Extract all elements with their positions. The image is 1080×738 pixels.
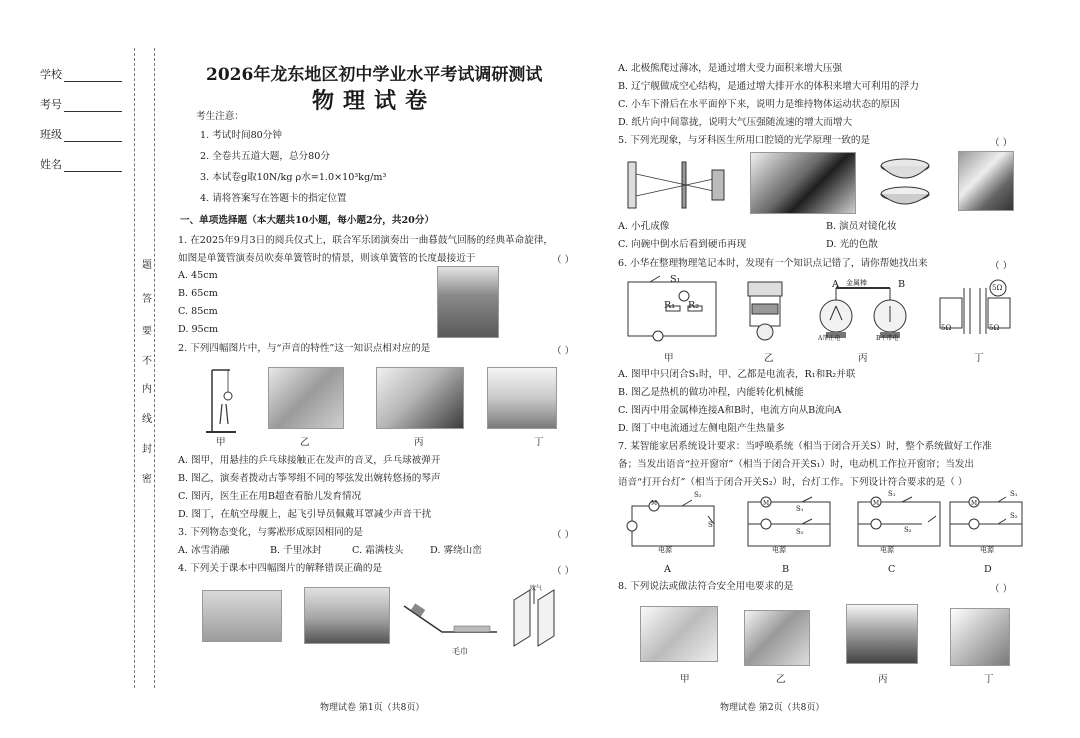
- q6-option-a: A. 图甲中只闭合S₁时，甲、乙都是电流表，R₁和R₂并联: [618, 369, 856, 380]
- q1-option-b: B. 65cm: [178, 288, 218, 299]
- actor-makeup-photo: [750, 152, 856, 214]
- a-label: A: [832, 279, 839, 290]
- top-resistor-label: 5Ω: [992, 284, 1003, 292]
- engine-yi-diagram: [740, 280, 790, 342]
- q3-option-a: A. 冰雪消融: [178, 545, 230, 556]
- blow-label: 吹气: [530, 585, 543, 592]
- b-label: B: [898, 279, 906, 290]
- motor-label: M: [971, 500, 978, 507]
- q6-option-c: C. 图丙中用金属棒连接A和B时，电流方向从B流向A: [618, 405, 842, 416]
- answer-paren: （ ）: [990, 261, 1013, 272]
- q4-option-a: A. 北极熊爬过薄冰，是通过增大受力面积来增大压强: [618, 63, 843, 74]
- switch-s-label: S: [708, 521, 713, 529]
- note-item: 4. 请将答案写在答题卡的指定位置: [200, 193, 347, 204]
- q5-option-d: D. 光的色散: [826, 239, 878, 250]
- binding-char: 封: [142, 444, 152, 455]
- caption-d: D: [984, 564, 992, 575]
- q1-line1: 1. 在2025年9月3日的阅兵仪式上，联合军乐团演奏出一曲暮鼓气回肠的经典革命旋律，: [178, 235, 554, 246]
- caption-bing: 丙: [414, 437, 424, 448]
- binding-line-inner: [154, 48, 155, 688]
- q2-option-d: D. 图丁，在航空母舰上，起飞引导员佩戴耳罩减少声音干扰: [178, 509, 432, 520]
- caption-ding: 丁: [984, 674, 994, 685]
- q3-option-b: B. 千里冰封: [270, 545, 322, 556]
- q7-line3: 语音“打开台灯”（相当于闭合开关S₂）时，台灯工作。下列设计符合要求的是（ ）: [618, 477, 968, 488]
- plug-socket-photo: [744, 610, 810, 666]
- note-item: 2. 全卷共五道大题，总分80分: [200, 151, 330, 162]
- q6-option-b: B. 图乙是热机的做功冲程，内能转化机械能: [618, 387, 804, 398]
- r1-label: R₁: [664, 300, 676, 311]
- caption-a: A: [664, 564, 671, 575]
- note-item: 1. 考试时间80分钟: [200, 130, 282, 141]
- q5-option-a: A. 小孔成像: [618, 221, 670, 232]
- subject-title: 物理试卷: [312, 88, 437, 114]
- q2-option-b: B. 图乙，演奏者拨动古筝琴组不同的琴弦发出婉转悠扬的琴声: [178, 473, 441, 484]
- answer-paren: （ ）: [552, 566, 575, 577]
- q1-option-a: A. 45cm: [178, 270, 218, 281]
- caption-yi: 乙: [776, 674, 786, 685]
- q4-option-d: D. 纸片向中间靠拢，说明大气压强随流速的增大而增大: [618, 117, 853, 128]
- ultrasound-photo: [376, 367, 464, 429]
- switch-s2-label: S₂: [796, 528, 804, 536]
- q2-stem: 2. 下列四幅图片中，与“声音的特性”这一知识点相对应的是: [178, 343, 431, 354]
- q8-stem: 8. 下列说法或做法符合安全用电要求的是: [618, 581, 794, 592]
- motor-label: M: [873, 500, 880, 507]
- caption-jia: 甲: [216, 437, 226, 448]
- switch-s2-label: S₂: [904, 526, 912, 534]
- switch-s1-label: S₁: [796, 505, 804, 513]
- q7-line2: 备；当发出语音“拉开窗帘”（相当于闭合开关S₁）时，电动机工作拉开窗帘；当发出: [618, 459, 975, 470]
- q4-stem: 4. 下列关于课本中四幅图片的解释错误正确的是: [178, 563, 383, 574]
- answer-paren: （ ）: [990, 138, 1013, 149]
- prism-dispersion-photo: [958, 151, 1014, 211]
- caption-yi: 乙: [764, 353, 774, 364]
- coin-bowl-diagram: [876, 156, 934, 212]
- pinhole-camera-diagram: [626, 156, 734, 214]
- q4-option-b: B. 辽宁舰做成空心结构，是通过增大排开水的体积来增大可利用的浮力: [618, 81, 919, 92]
- r2-label: R₂: [688, 300, 700, 311]
- school-field: 学校: [40, 66, 122, 82]
- aircraft-carrier-photo: [487, 367, 557, 429]
- binding-char: 不: [142, 356, 152, 367]
- binding-char: 内: [142, 384, 152, 395]
- towel-label: 毛巾: [452, 647, 468, 656]
- b-caption: B不带电: [876, 335, 899, 342]
- q3-option-c: C. 霜满枝头: [352, 545, 404, 556]
- q4-option-c: C. 小车下滑后在水平面停下来，说明力是维持物体运动状态的原因: [618, 99, 900, 110]
- name-field: 姓名: [40, 156, 122, 172]
- class-field: 班级: [40, 126, 122, 142]
- notes-heading: 考生注意：: [196, 111, 244, 122]
- guzheng-photo: [268, 367, 344, 429]
- answer-paren: （ ）: [990, 584, 1013, 595]
- switch-s2-label: S₂: [694, 491, 702, 499]
- binding-line-outer: [134, 48, 135, 688]
- motor-label: M: [651, 500, 658, 507]
- s1-label: S₁: [670, 274, 681, 285]
- caption-yi: 乙: [300, 437, 310, 448]
- q6-option-d: D. 图丁中电流通过左侧电阻产生热量多: [618, 423, 785, 434]
- q5-stem: 5. 下列光现象，与牙科医生所用口腔镜的光学原理一致的是: [618, 135, 871, 146]
- switch-s1-label: S₁: [1010, 490, 1018, 498]
- caption-b: B: [782, 564, 790, 575]
- binding-char: 答: [142, 294, 152, 305]
- caption-c: C: [888, 564, 896, 575]
- answer-paren: （ ）: [552, 255, 575, 266]
- answer-paren: （ ）: [552, 530, 575, 541]
- cart-slope-diagram: [402, 598, 497, 644]
- liaoning-carrier-photo: [304, 587, 390, 644]
- caption-jia: 甲: [664, 353, 674, 364]
- paper-blow-diagram: [508, 584, 560, 650]
- footer-left: 物理试卷 第1页（共8页）: [320, 703, 425, 713]
- q3-option-d: D. 雾绕山峦: [430, 545, 482, 556]
- caption-ding: 丁: [974, 353, 984, 364]
- metal-rod-label: 金属棒: [846, 279, 867, 287]
- q2-option-c: C. 图丙，医生正在用B超查看胎儿发育情况: [178, 491, 362, 502]
- caption-bing: 丙: [878, 674, 888, 685]
- switch-s2-label: S₂: [1010, 512, 1018, 520]
- binding-char: 题: [142, 260, 152, 271]
- overloaded-socket-photo: [640, 606, 718, 662]
- q1-option-c: C. 85cm: [178, 306, 218, 317]
- a-caption: A带正电: [818, 335, 841, 342]
- q1-line2: 如图是单簧管演奏员吹奏单簧管时的情景，则该单簧管的长度最接近于: [178, 253, 476, 264]
- polar-bear-photo: [202, 590, 282, 642]
- q2-option-a: A. 图甲，用悬挂的乒乓球接触正在发声的音叉，乒乓球被弹开: [178, 455, 441, 466]
- power-lines-sign-photo: [846, 604, 918, 664]
- exam-number-field: 考号: [40, 96, 122, 112]
- q7-line1: 7. 某智能家居系统设计要求：当呼唤系统（相当于闭合开关S）时，整个系统做好工作准: [618, 441, 992, 452]
- right-resistor-label: 5Ω: [989, 324, 1000, 332]
- caption-ding: 丁: [534, 437, 544, 448]
- answer-paren: （ ）: [552, 346, 575, 357]
- clarinet-player-photo: [437, 266, 499, 338]
- caption-jia: 甲: [680, 674, 690, 685]
- q1-option-d: D. 95cm: [178, 324, 219, 335]
- switch-s1-label: S₁: [888, 490, 896, 498]
- note-item: 3. 本试卷g取10N/kg ρ水=1.0×10³kg/m³: [200, 172, 387, 183]
- caption-bing: 丙: [858, 353, 868, 364]
- power-supply-label: 电源: [880, 546, 894, 554]
- power-supply-label: 电源: [658, 546, 672, 554]
- binding-char: 密: [142, 474, 152, 485]
- power-supply-label: 电源: [980, 546, 994, 554]
- motor-label: M: [763, 500, 770, 507]
- test-pen-hand-photo: [950, 608, 1010, 666]
- q5-option-c: C. 向碗中倒水后看到硬币再现: [618, 239, 747, 250]
- q3-stem: 3. 下列物态变化，与雾凇形成原因相同的是: [178, 527, 363, 538]
- q5-option-b: B. 演员对镜化妆: [826, 221, 897, 232]
- binding-char: 线: [142, 414, 152, 425]
- section-heading: 一、单项选择题（本大题共10小题，每小题2分，共20分）: [180, 215, 435, 226]
- footer-right: 物理试卷 第2页（共8页）: [720, 703, 825, 713]
- exam-title: 2026年龙东地区初中学业水平考试调研测试: [206, 65, 543, 85]
- power-supply-label: 电源: [772, 546, 786, 554]
- binding-char: 要: [142, 326, 152, 337]
- left-resistor-label: 5Ω: [941, 324, 952, 332]
- q6-stem: 6. 小华在整理物理笔记本时，发现有一个知识点记错了，请你帮她找出来: [618, 258, 928, 269]
- tuning-fork-diagram: [200, 362, 240, 434]
